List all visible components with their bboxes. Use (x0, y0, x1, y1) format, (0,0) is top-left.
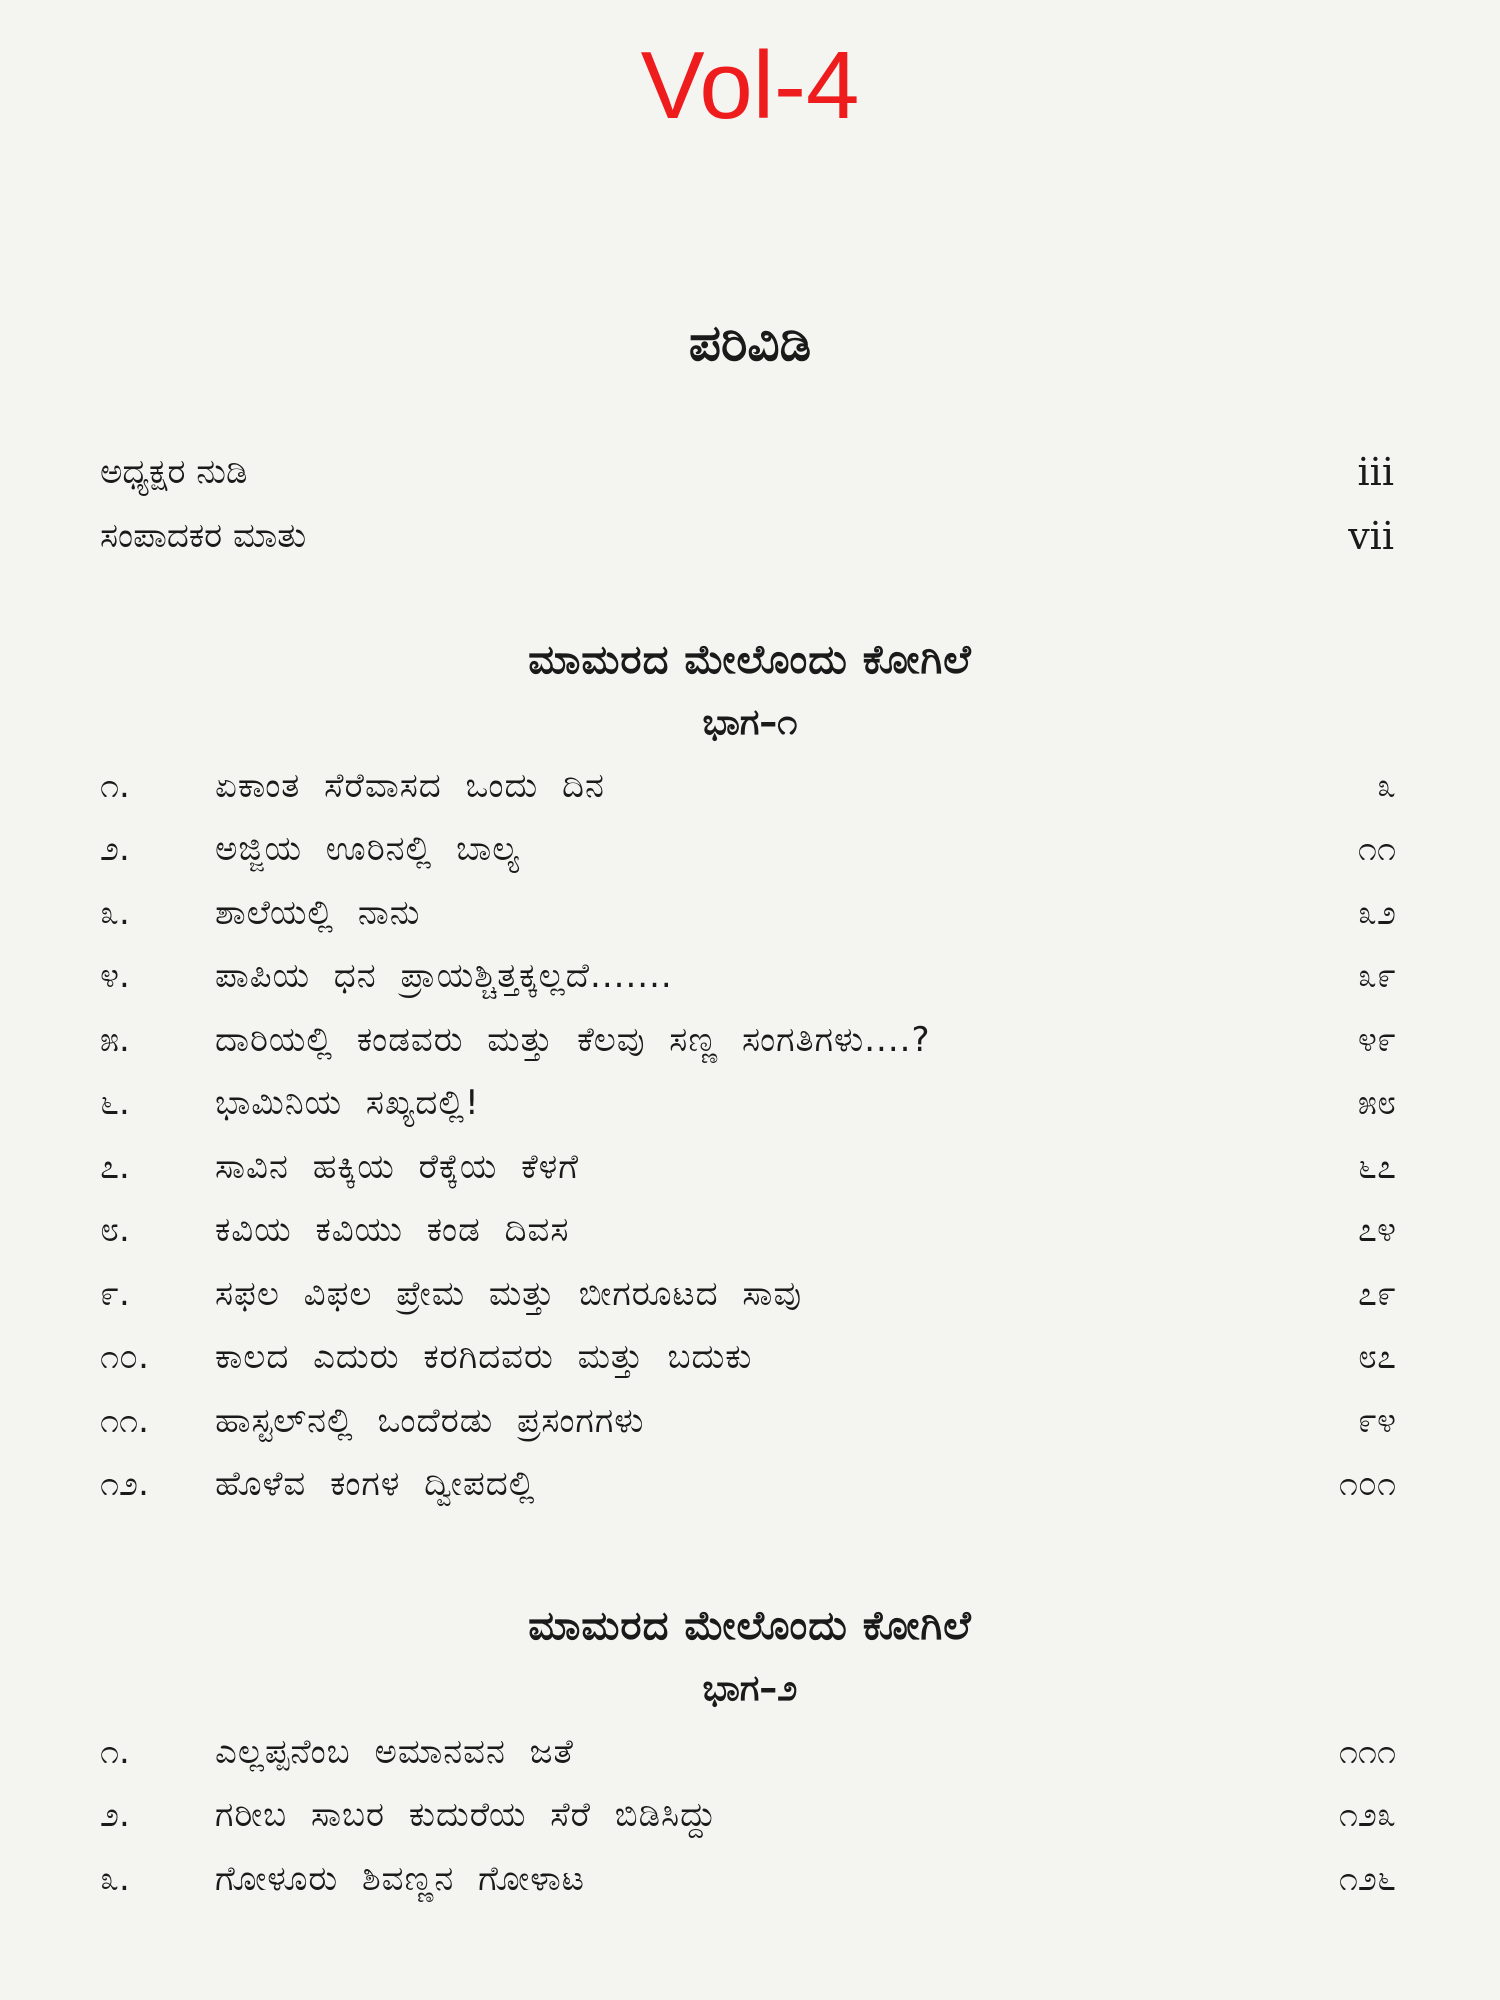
front-matter-row (100, 440, 1400, 504)
entry-number: ೫. (100, 1019, 130, 1060)
entry-number: ೧೦. (100, 1337, 149, 1378)
toc-section-part-2 (0, 1594, 1500, 1911)
entry-number: ೧೨. (100, 1464, 149, 1505)
entry-title: ಎಲ್ಲಪ್ಪನೆಂಬ ಅಮಾನವನ ಜತೆ (215, 1731, 574, 1772)
entry-title: ಸಫಲ ವಿಫಲ ಪ್ರೇಮ ಮತ್ತು ಬೀಗರೂಟದ ಸಾವು (215, 1273, 803, 1314)
entry-page: ೩೨ (1357, 892, 1396, 933)
entry-page: ೩೯ (1357, 956, 1396, 997)
entry-number: ೧. (100, 1731, 130, 1772)
entry-page: ೩ (1376, 765, 1396, 806)
toc-entry (100, 1135, 1400, 1199)
toc-entry (100, 1008, 1400, 1072)
toc-entry (100, 754, 1400, 818)
entry-page: ೧೧ (1357, 829, 1396, 870)
entry-page: ೪೯ (1357, 1019, 1396, 1060)
part-title: ಭಾಗ–೨ (702, 1668, 798, 1709)
entry-number: ೨. (100, 1795, 130, 1836)
entry-number: ೩. (100, 1858, 130, 1899)
toc-entry (100, 1262, 1400, 1326)
entry-title: ಹೊಳೆವ ಕಂಗಳ ದ್ವೀಪದಲ್ಲಿ (215, 1464, 536, 1505)
entry-title: ಗರೀಬ ಸಾಬರ ಕುದುರೆಯ ಸೆರೆ ಬಿಡಿಸಿದ್ದು (215, 1795, 717, 1836)
toc-entry (100, 1389, 1400, 1453)
entry-number: ೯. (100, 1273, 130, 1314)
entry-title: ಭಾಮಿನಿಯ ಸಖ್ಯದಲ್ಲಿ! (215, 1083, 480, 1124)
toc-entry (100, 1199, 1400, 1263)
entry-page: ೧೨೬ (1338, 1858, 1396, 1899)
toc-entry (100, 1720, 1400, 1784)
toc-entry (100, 1784, 1400, 1848)
entry-title: ಸಾವಿನ ಹಕ್ಕಿಯ ರೆಕ್ಕೆಯ ಕೆಳಗೆ (215, 1146, 579, 1187)
front-matter-page: iii (1357, 450, 1394, 494)
toc-entry (100, 1847, 1400, 1911)
page-title: ಪರಿವಿಡಿ (688, 314, 812, 372)
entry-title: ಏಕಾಂತ ಸೆರೆವಾಸದ ಒಂದು ದಿನ (215, 765, 605, 806)
entry-title: ಕವಿಯ ಕವಿಯು ಕಂಡ ದಿವಸ (215, 1210, 570, 1251)
entry-number: ೧೧. (100, 1400, 149, 1441)
entry-page: ೭೪ (1357, 1210, 1396, 1251)
entry-number: ೧. (100, 765, 130, 806)
section-title: ಮಾಮರದ ಮೇಲೊಂದು ಕೋಗಿಲೆ (528, 637, 972, 683)
entry-page: ೯೪ (1357, 1400, 1396, 1441)
toc-section-part-1 (0, 628, 1500, 1516)
entry-page: ೧೧೧ (1338, 1731, 1396, 1772)
entry-page: ೧೦೧ (1338, 1464, 1396, 1505)
entry-page: ೬೭ (1357, 1146, 1396, 1187)
front-matter (100, 440, 1400, 568)
front-matter-page: vii (1348, 514, 1394, 558)
entry-title: ಹಾಸ್ಟಲ್‌ನಲ್ಲಿ ಒಂದೆರಡು ಪ್ರಸಂಗಗಳು (215, 1400, 645, 1441)
entry-number: ೩. (100, 892, 130, 933)
entry-title: ದಾರಿಯಲ್ಲಿ ಕಂಡವರು ಮತ್ತು ಕೆಲವು ಸಣ್ಣ ಸಂಗತಿಗಳು....? (215, 1019, 931, 1060)
entry-number: ೬. (100, 1083, 130, 1124)
front-matter-row (100, 504, 1400, 568)
entry-page: ೫೮ (1357, 1083, 1396, 1124)
entry-number: ೮. (100, 1210, 130, 1251)
toc-entry (100, 1326, 1400, 1390)
entry-page: ೭೯ (1357, 1273, 1396, 1314)
entry-page: ೮೭ (1357, 1337, 1396, 1378)
entry-title: ಶಾಲೆಯಲ್ಲಿ ನಾನು (215, 892, 421, 933)
entry-title: ಅಜ್ಜಿಯ ಊರಿನಲ್ಲಿ ಬಾಲ್ಯ (215, 829, 521, 870)
toc-entry (100, 945, 1400, 1009)
volume-label: Vol-4 (640, 32, 860, 139)
entry-number: ೪. (100, 956, 130, 997)
toc-entry (100, 1453, 1400, 1517)
toc-entry (100, 818, 1400, 882)
part-title: ಭಾಗ–೧ (702, 702, 798, 743)
entry-title: ಕಾಲದ ಎದುರು ಕರಗಿದವರು ಮತ್ತು ಬದುಕು (215, 1337, 753, 1378)
entry-title: ಪಾಪಿಯ ಧನ ಪ್ರಾಯಶ್ಚಿತ್ತಕ್ಕಲ್ಲದೆ....... (215, 956, 673, 997)
toc-entry (100, 881, 1400, 945)
entry-page: ೧೨೩ (1338, 1795, 1396, 1836)
entry-title: ಗೋಳೂರು ಶಿವಣ್ಣನ ಗೋಳಾಟ (215, 1858, 585, 1899)
entry-number: ೨. (100, 829, 130, 870)
front-matter-title: ಸಂಪಾದಕರ ಮಾತು (100, 516, 307, 556)
entry-number: ೭. (100, 1146, 130, 1187)
toc-entry (100, 1072, 1400, 1136)
front-matter-title: ಅಧ್ಯಕ್ಷರ ನುಡಿ (100, 452, 248, 492)
section-title: ಮಾಮರದ ಮೇಲೊಂದು ಕೋಗಿಲೆ (528, 1603, 972, 1649)
